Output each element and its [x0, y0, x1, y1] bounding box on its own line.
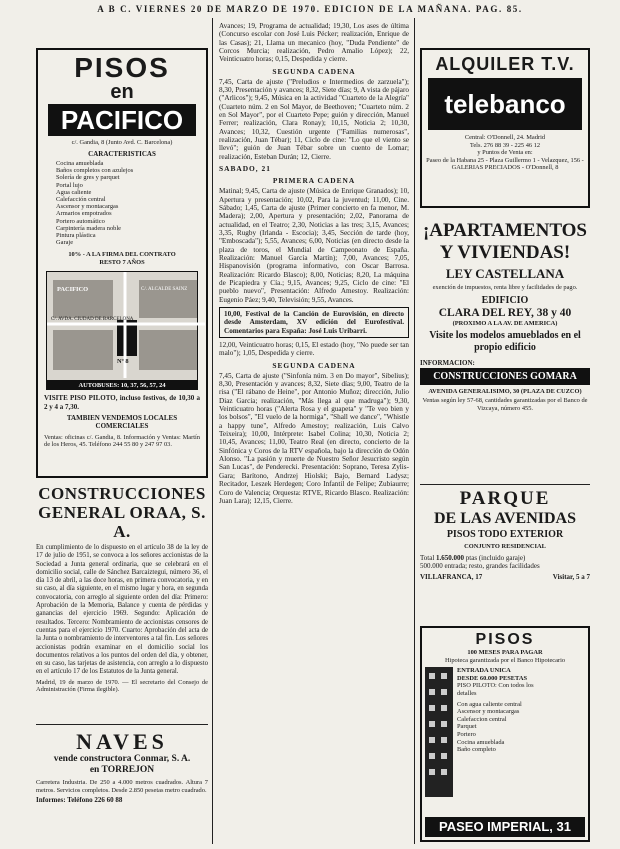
pilot-visit: VISITE PISO PILOTO, incluso festivos, de 10,30 a 2 y 4 a 7,30.: [44, 394, 200, 411]
map-label-barcelona: C/. AVDA. CIUDAD DE BARCELONA: [51, 316, 134, 322]
paseo-imperial-footer: PASEO IMPERIAL, 31: [425, 817, 585, 837]
apartamentos-ad: [420, 220, 590, 478]
construcciones-oraa-notice: [36, 484, 208, 720]
parque-title: PARQUE: [459, 488, 551, 509]
entry-details: detalles: [457, 689, 477, 697]
mortgage-note: Hipoteca garantizada por el Banco Hipotecario: [444, 656, 566, 664]
feature-item: Garaje: [56, 239, 74, 247]
paseo-feature-item: Calefaccion central: [457, 715, 507, 723]
right-column: [420, 18, 590, 844]
pisos-pacifico-ad: [36, 48, 208, 478]
location-map: [46, 271, 198, 381]
apartamentos-title: ¡APARTAMENTOS: [422, 220, 587, 241]
information-label: INFORMACION:: [420, 359, 475, 368]
oraa-signature: Madrid, 19 de marzo de 1970. — El secretario del Consejo de Administración (Firma ilegible).: [36, 678, 208, 694]
listing-intro: Avances; 19, Programa de actualidad; 19,30, Los ases de última (Concurso escolar con José Luis Pécker; realización, Enrique de las Casas); 21, Llama un mecanico (hoy, "Duda Pendiente" de Corcos Murcia; realización, Pedro Amalio López); 22, Veinticuatro horas; 0,15, Despedida y cierre.: [219, 22, 409, 64]
segunda-cadena-friday: 7,45, Carta de ajuste ("Preludios e Intermedios de zarzuela"); 8,30, Presentación y avances; 8,32, Siete días; 9, A vista de pájaro ("Arlicos"); 9,45, Música en la actividad "Cuarteto de la Alegría" (Cuarteto núm. 2 en Sol Mayor, de Beethoven; "Cuarteto núm. 2 en Sol Mayor", por el Cuarteto Pepe; guión y dirección, Manuel Ferrer; realización, Clara Ronay); 10,15, Noticia 2; 10,30, Avances; 10,32, Cuestión urgente ("Familias numerosas", realización, Juan Tébar); 11, Ciclo de cine: "Lo que el viento se llevó"; guión de Juan Tébar sobre un cuento de Lomar; realización, Esteban Durán; 12, Cierre.: [219, 77, 409, 161]
building-window: [429, 769, 435, 775]
map-block: [53, 330, 113, 370]
sales-guarantee: Ventas según ley 57-68, cantidades garantizadas por el Banco de Vizcaya, número 455.: [422, 397, 588, 412]
page-header: A B C. VIERNES 20 DE MARZO DE 1970. EDICION DE LA MAÑANA. PAG. 85.: [97, 4, 523, 14]
oraa-title: CONSTRUCCIONES GENERAL ORAA, S. A.: [38, 484, 206, 541]
telebanco-places: Paseo de la Habana 25 - Plaza Guillermo 1 - Velazquez, 156 - GALERIAS PRECIADOS - O'Donnell, 8: [426, 156, 584, 172]
segunda-cadena-saturday: 7,45, Carta de ajuste ("Sinfonía núm. 3 en Do mayor", Sibelius); 8,30, Presentación y avances; 8,32, Siete días; 9,00, Teatro de la risa ("El rábano de Heine", por Antonio Muñoz; dirección, Julio Diaz Garcia; realización, "Más llega al que madruga"); 9,30, Veinticuatro horas ("Alerta Rosa y el guapeta" y "Te veo bien y los bolsos", "El vuelo de la hormiga", "Shall we dance", "Whistle a happy tune", Alfredo Amestoy; realización, Luis Calvo Teixeira); 10,00, Intérprete: Isabel Colina; 10,30, Noticia 2; 10,45, Avances; 11,00, Teatro Real (en directo, concierto de la Sinfónica y Coros de la RTV española, bajo la dirección de Odón Alonso. "La pasión y muerte de Nuestro Señor Jesucristo según San Lucas", de Penderecki. Presentación: Soprano, Teresa Zylis-Gara; Barítono, Andrzej Hiolski; Bajo, Bernard Ladysz; Recitador, Leszek Herdegen; Coro Infantil de Felipe; Zubiaurre; Coro de Valencia; Orquesta: RTVE, Ricardo Blasco. Realización: Juan Lara); 12,15, Cierre.: [219, 371, 409, 505]
column-rule-left: [212, 18, 213, 844]
left-column: [36, 18, 208, 844]
avenidas-title: DE LAS AVENIDAS: [434, 510, 576, 527]
building-illustration: [425, 667, 453, 797]
paseo-feature-item: Baño completo: [457, 746, 496, 754]
model-visit: Visite los modelos amueblados en el propio edificio: [429, 330, 581, 354]
building-graphic: [425, 667, 453, 797]
avenidas-footer: [420, 573, 590, 581]
feature-item: Agua caliente: [56, 188, 92, 196]
building-window: [441, 689, 447, 695]
features-list: [44, 160, 200, 246]
edificio-address: CLARA DEL REY, 38 y 40: [438, 306, 572, 319]
residential-complex: CONJUNTO RESIDENCIAL: [464, 543, 546, 550]
telebanco-central: Central: O'Donnell, 24. Madrid: [464, 134, 546, 141]
saturday-date: SABADO, 21: [219, 164, 271, 174]
building-window: [441, 705, 447, 711]
building-window: [429, 753, 435, 759]
building-window: [441, 673, 447, 679]
feature-item: Baños completos con azulejos: [56, 167, 134, 175]
feature-item: Calefacción central: [56, 196, 106, 204]
parque-avenidas-ad: [420, 488, 590, 620]
viviendas-title: Y VIVIENDAS!: [439, 242, 571, 263]
pisos-en: en: [110, 81, 134, 103]
map-bus-lines: AUTOBUSES: 10, 37, 56, 57, 24: [46, 381, 198, 391]
naves-ad: [36, 730, 208, 844]
months-to-pay: 100 MESES PARA PAGAR: [467, 649, 543, 656]
naves-body: Carretera Industria. De 250 a 4.000 metros cuadrados. Altura 7 metros. Servicios completos. Desde 2.850 pesetas metro cuadrado.: [36, 779, 208, 794]
telebanco-brand: telebanco: [428, 78, 582, 130]
pisos-title: PISOS: [74, 52, 170, 83]
pisos-heading: PISOS: [475, 631, 535, 648]
feature-item: Portal lujo: [56, 181, 83, 189]
map-block: [139, 330, 197, 370]
down-payment: 500.000 entrada; resto, grandes facilidades: [420, 562, 540, 570]
paseo-imperial-ad: [420, 626, 590, 842]
avenidas-visit: Visitar, 5 a 7: [552, 573, 590, 582]
building-window: [429, 705, 435, 711]
feature-item: Carpintería madera noble: [56, 224, 121, 232]
entry-single: ENTRADA UNICA: [457, 667, 511, 675]
eurovision-text: 10,00, Festival de la Canción de Eurovisión, en directo desde Amsterdam, XV edición del Eurofestival. Comentarios para España: José Luis Uribarri.: [224, 309, 404, 335]
building-window: [429, 737, 435, 743]
gomara-address: AVENIDA GENERALISIMO, 30 (PLAZA DE CUZCO): [428, 387, 582, 395]
feature-item: Cocina amueblada: [56, 160, 104, 167]
telebanco-rental-title: ALQUILER T.V.: [435, 54, 575, 74]
naves-company: vende constructora Conmar, S. A.: [53, 754, 191, 764]
feature-item: Solería de gres y parquet: [56, 174, 120, 182]
exterior-flats: PISOS TODO EXTERIOR: [446, 529, 564, 540]
paseo-details: [457, 667, 585, 797]
paseo-feature-item: Con agua caliente central: [457, 700, 522, 708]
building-window: [441, 769, 447, 775]
total-note: ptas (incluido garaje): [465, 553, 526, 562]
paseo-feature-item: Portero: [457, 730, 476, 738]
eurovision-highlight: [219, 307, 409, 338]
commercial-premises: TAMBIEN VENDEMOS LOCALES COMERCIALES: [66, 414, 178, 431]
tax-exemption: exención de impuestos, renta libre y facilidades de pago.: [432, 284, 578, 291]
telebanco-points: y Puntos de Venta en:: [477, 149, 533, 157]
paseo-feature-item: Cocina amueblada: [457, 738, 505, 746]
entry-from: DESDE 60.000 PESETAS: [457, 674, 528, 682]
naves-divider: [36, 724, 208, 725]
price-line: [420, 554, 590, 562]
building-window: [429, 689, 435, 695]
map-label-pacifico: PACIFICO: [57, 285, 89, 293]
paseo-features: [457, 701, 585, 754]
telebanco-phones: Tels. 276 88 39 - 225 46 12: [469, 141, 541, 149]
tv-listings-column: [219, 22, 409, 848]
pisos-address: c/. Gandia, 8 (Junto Avd. C. Barcelona): [71, 139, 173, 146]
edificio-label: EDIFICIO: [481, 294, 529, 306]
total-label: Total: [420, 553, 435, 562]
gomara-banner: CONSTRUCCIONES GOMARA: [420, 368, 590, 385]
map-station-number: Nº 8: [117, 357, 129, 365]
contract-terms: 10% - A LA FIRMA DEL CONTRATO RESTO 7 AÑOS: [68, 251, 176, 267]
avenidas-divider: [420, 484, 590, 485]
feature-item: Ascensor y montacargas: [56, 203, 119, 211]
feature-item: Armarios empotrados: [56, 210, 112, 218]
segunda-cadena-heading: SEGUNDA CADENA: [272, 66, 356, 76]
building-window: [441, 753, 447, 759]
sales-office: Ventas: oficinas c/. Gandia, 8. Información y Ventas: Martín de los Heros, 45. Teléfono 244 55 80 y 247 97 03.: [44, 433, 200, 449]
paseo-body: [425, 667, 585, 797]
entry-pilot: PISO PILOTO: Con todos los: [457, 682, 534, 690]
building-window: [441, 737, 447, 743]
total-price: 1.650.000: [436, 553, 465, 562]
primera-cadena-heading: PRIMERA CADENA: [272, 176, 356, 186]
primera-cadena-saturday: Matinal; 9,45, Carta de ajuste (Música de Enrique Granados); 10, Apertura y presentación; 10,02, Para la juventud; 11,00, Cine. Sábado; 1,45, Carta de ajuste (Primer concierto en fa menor, M. Madera); 2,00, Apertura y presentación; 2,02, Panorama de actualidad, en el Teatro; 2,30, Noticias a las tres; 3,15, Avances; 3,35, Rugby (Irlanda - Escocia); 3,45, Sección de tarde (hoy, "Emboscada"); 5,55, Avances; 6,00, Noticias (en directo desde la plaza de toros, el Mundial de Campeonato de España. Realización: Manuel García Martín); 7,00, Avances; 7,05, Hispanovisión (programa informativo, con Oscar Barrosa. Realización: Ricardo Blasco); 8,00, Noticias; 8,20, La máquina de Picapiedra y Cía.; 9,15, Avances; 9,25, Ciclo de cine: "El pueblo nuevo", Presentación: Alfredo Amestoy. Realización: Eugenio Páez; 9,40, Televisión; 9,55, Avances.: [219, 187, 409, 304]
pacifico-banner: PACIFICO: [48, 104, 196, 136]
building-window: [429, 673, 435, 679]
oraa-body: En cumplimiento de lo dispuesto en el artículo 38 de la ley de 17 de julio de 1951, se convoca a los señores accionistas de la Sociedad a Junta general ordinaria, que se celebrará en el domicilio social, calle de Sánchez Barcaiztegui, número 36, el día 13 de abril, a las doce horas, en primera convocatoria, y en su caso, al día siguiente, en el mismo lugar y hora, en segunda convocatoria, con arreglo al siguiente orden del día: Primero: Aprobación de la Memoria, Balance y cuenta de pérdidas y ganancias del ejercicio 1969. Segundo: Aplicación de resultados. Tercero: Nombramiento de accionistas censores de cuentas para el ejercicio 1970. Cuarto: Aprobación del acta de la Junta o nombramiento de interventores a tal fin. Los señores accionistas podrán examinar en el domicilio social los documentos relativos a los puntos del orden del día, y obtener, en su caso, las tarjetas de asistencia, con arreglo a lo dispuesto en el artículo 17 de los Estatutos de la Junta general.: [36, 544, 208, 676]
ley-castellana: LEY CASTELLANA: [445, 266, 565, 281]
avenidas-address: VILLAFRANCA, 17: [420, 573, 483, 582]
naves-location: en TORREJON: [89, 765, 155, 775]
naves-contact: Informes: Teléfono 226 60 88: [36, 796, 123, 805]
edificio-near: (PROXIMO A LA AV. DE AMERICA): [452, 319, 558, 327]
building-window: [429, 721, 435, 727]
paseo-feature-item: Parquet: [457, 723, 477, 731]
map-label-alcalde: C/. ALCALDE SAINZ: [141, 286, 188, 292]
feature-item: Portero automático: [56, 217, 105, 225]
features-title: CARACTERISTICAS: [88, 149, 156, 158]
segunda-cadena-saturday-heading: SEGUNDA CADENA: [272, 360, 356, 370]
feature-item: Pintura plástica: [56, 232, 96, 240]
naves-title: NAVES: [76, 729, 168, 754]
telebanco-ad: [420, 48, 590, 208]
paseo-feature-item: Ascensor y montacargas: [457, 708, 520, 716]
building-window: [441, 721, 447, 727]
late-night-listing: 12,00, Veinticuatro horas; 0,15, El estado (hoy, "No puede ser tan malo"); 1,05, Despedida y cierre.: [219, 341, 409, 358]
column-rule-right: [414, 18, 415, 844]
